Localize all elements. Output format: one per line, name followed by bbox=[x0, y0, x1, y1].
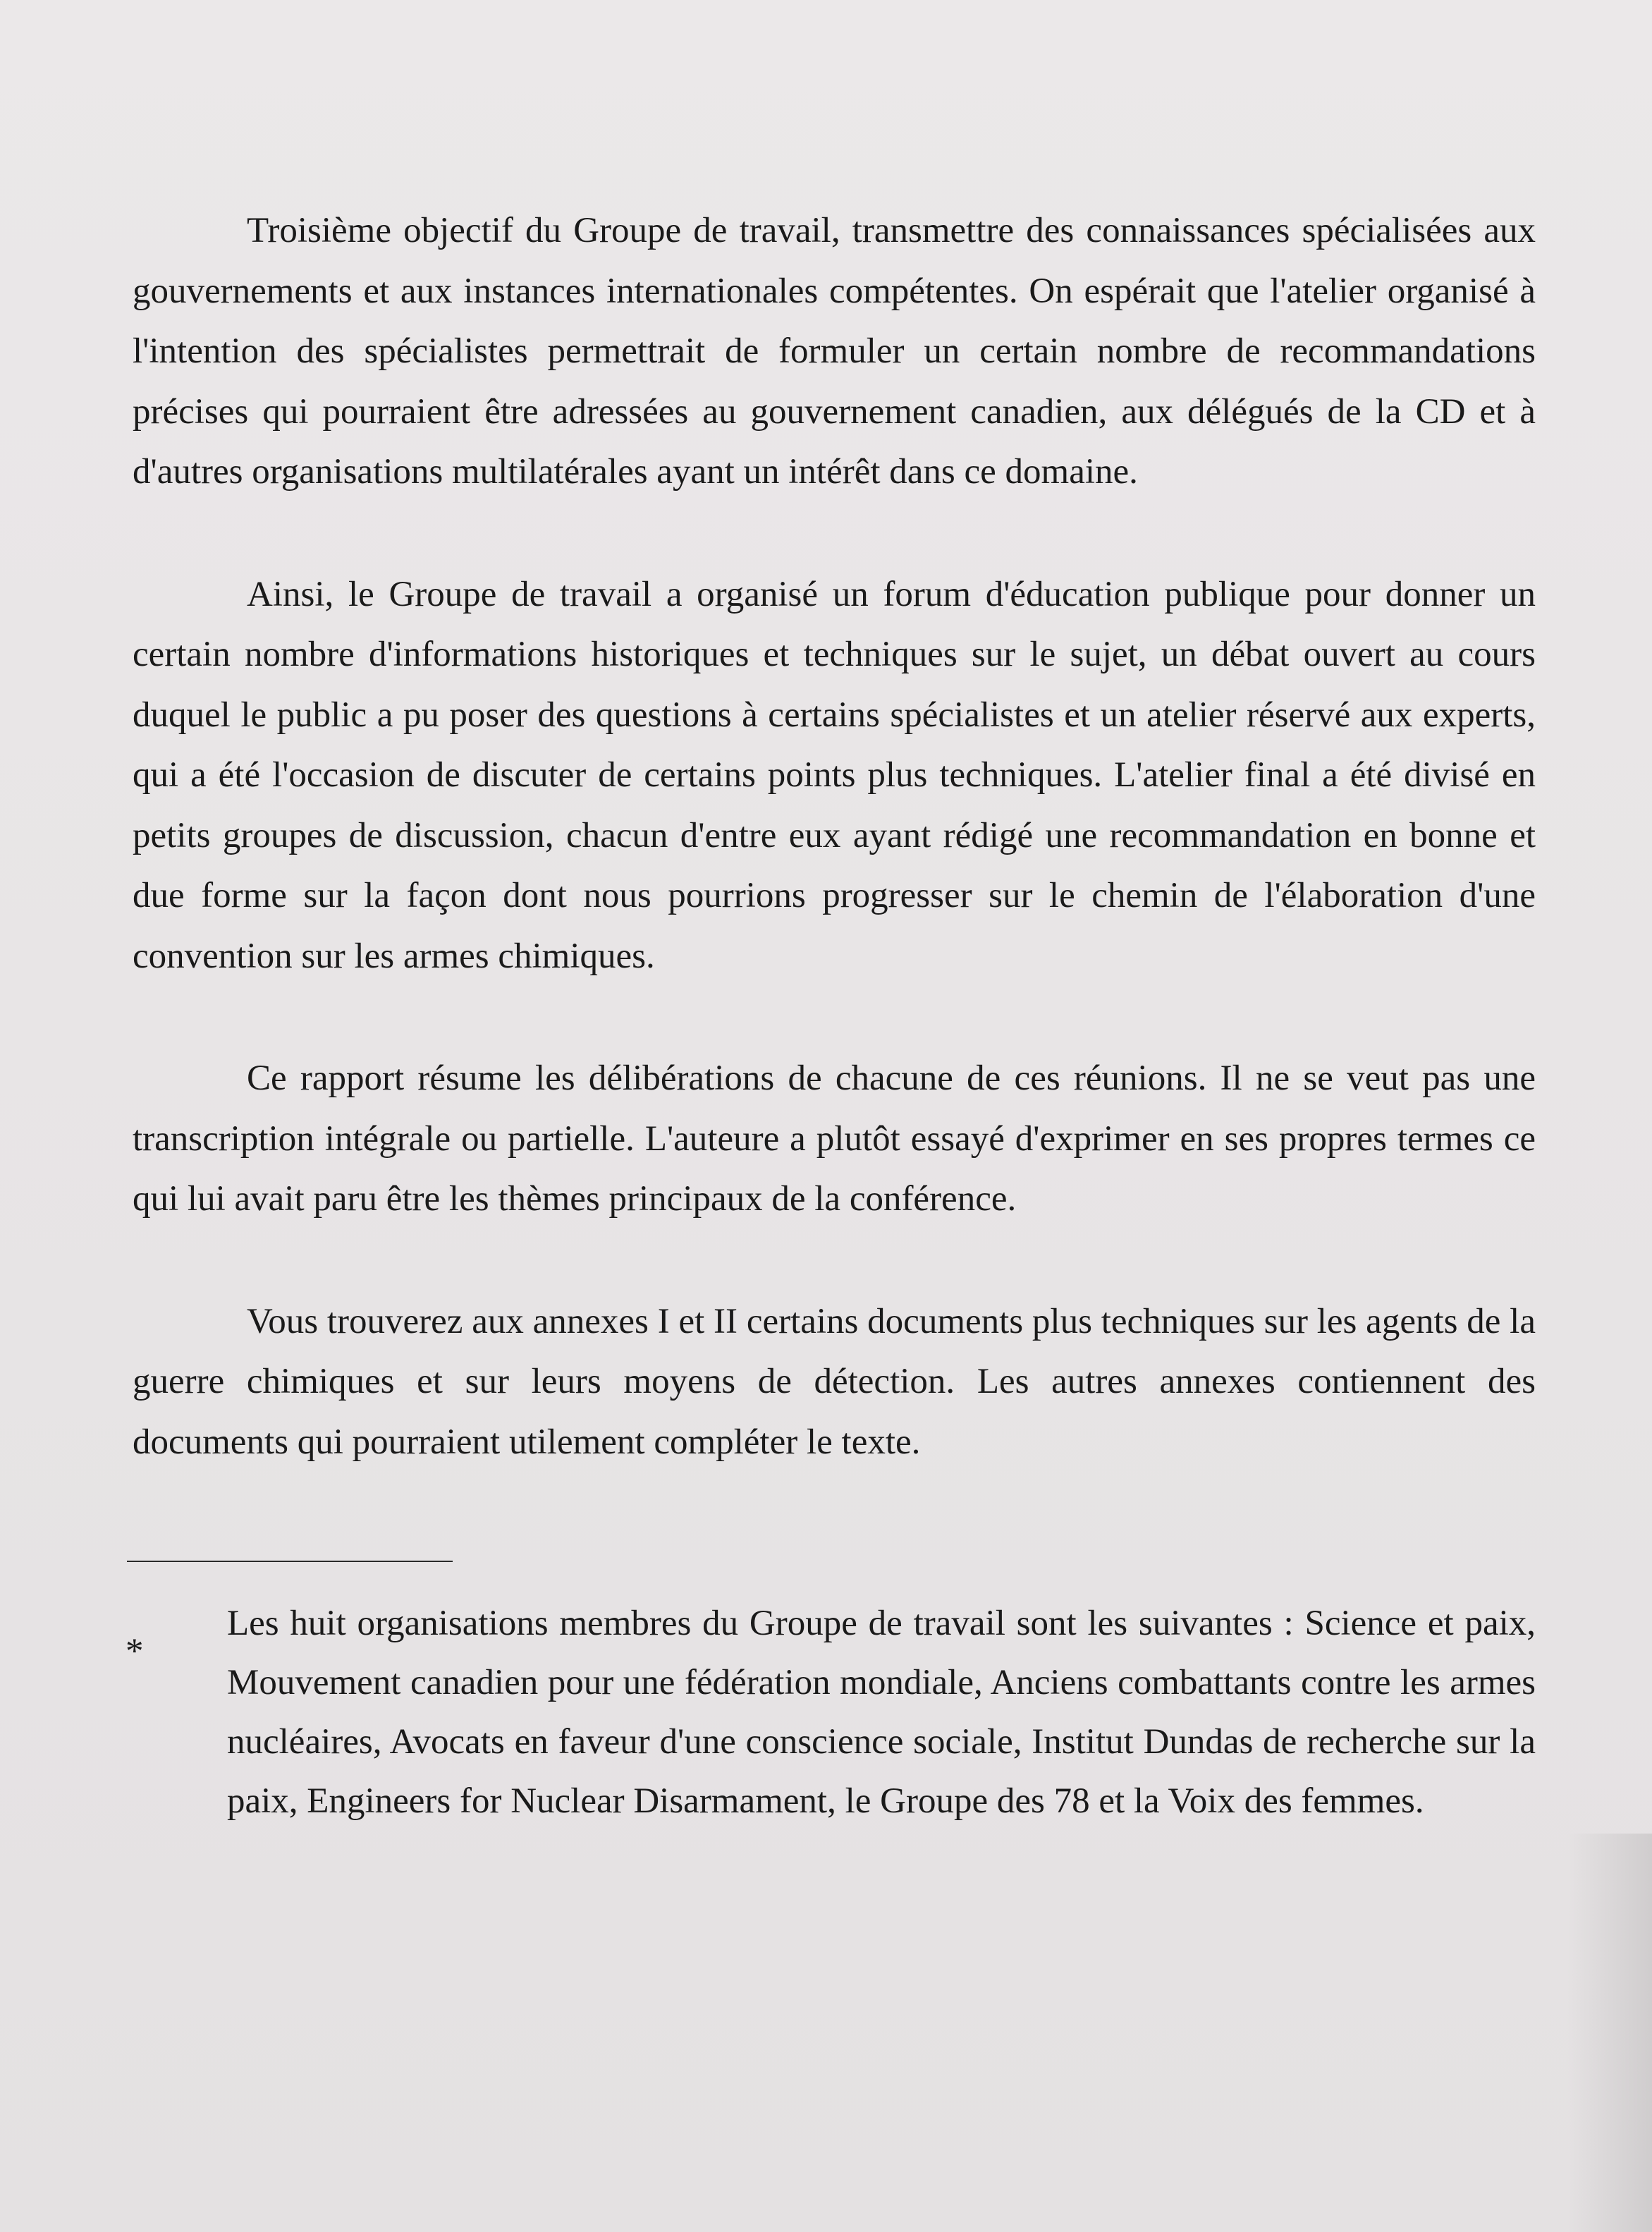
footnote-marker: * bbox=[126, 1632, 144, 1671]
paragraph-annexes: Vous trouverez aux annexes I et II certains documents plus techniques sur les agents de la guerre chimiques et sur leurs moyens de détection. Les autres annexes contiennent des documents qui pourraient utilement compléter le texte. bbox=[133, 1301, 1536, 1462]
paragraph-activities: Ainsi, le Groupe de travail a organisé un forum d'éducation publique pour donner un certain nombre d'informations historiques et techniques sur le sujet, un débat ouvert au cours duquel le public a pu poser des questions à certains spécialistes et un atelier réservé aux experts, qui a été l'occasion de discuter de certains points plus techniques. L'atelier final a été divisé en petits groupes de discussion, chacun d'entre eux ayant rédigé une recommandation en bonne et due forme sur la façon dont nous pourrions progresser sur le chemin de l'élaboration d'une convention sur les armes chimiques. bbox=[133, 574, 1536, 976]
paragraph-report-summary: Ce rapport résume les délibérations de chacune de ces réunions. Il ne se veut pas une transcription intégrale ou partielle. L'auteure a plutôt essayé d'exprimer en ses propres termes ce qui lui avait paru être les thèmes principaux de la conférence. bbox=[133, 1059, 1536, 1219]
body-text bbox=[133, 201, 1536, 1472]
footnote-text: Les huit organisations membres du Groupe de travail sont les suivantes : Science et paix, Mouvement canadien pour une fédération mondiale, Anciens combattants contre les armes nucléaires, Avocats en faveur d'une conscience sociale, Institut Dundas de recherche sur la paix, Engineers for Nuclear Disarmament, le Groupe des 78 et la Voix des femmes. bbox=[227, 1604, 1536, 1821]
page-shadow bbox=[1567, 1834, 1652, 2232]
footnote bbox=[126, 1604, 1536, 1859]
paragraph-objective: Troisième objectif du Groupe de travail, transmettre des connaissances spécialisées aux gouvernements et aux instances internationales compétentes. On espérait que l'atelier organisé à l'intention des spécialistes permettrait de formuler un certain nombre de recommandations précises qui pourraient être adressées au gouvernement canadien, aux délégués de la CD et à d'autres organisations multilatérales ayant un intérêt dans ce domaine. bbox=[133, 211, 1536, 492]
footnote-divider bbox=[127, 1561, 453, 1562]
